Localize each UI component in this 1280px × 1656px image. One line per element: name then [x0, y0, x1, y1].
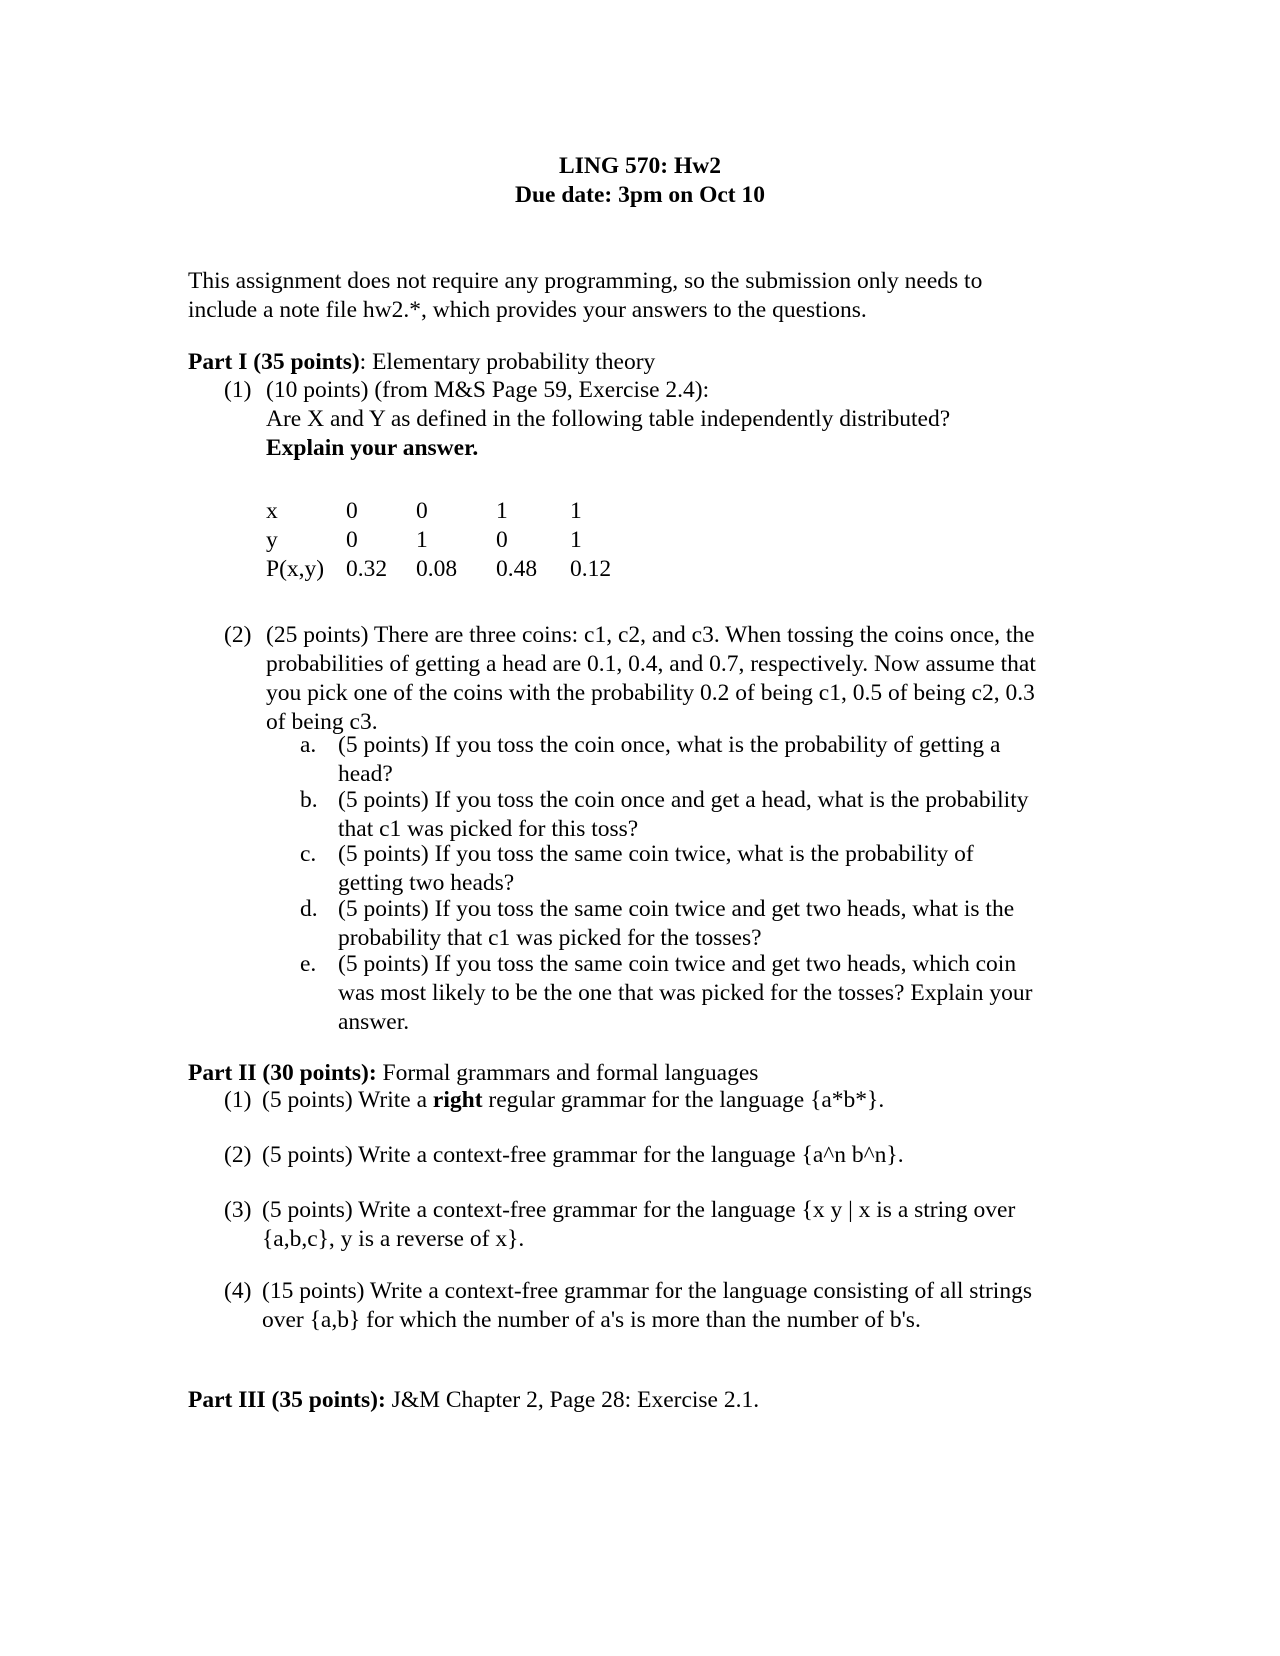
subquestion-label: c.	[300, 841, 317, 867]
intro-line: include a note file hw2.*, which provides your answers to the questions.	[188, 297, 867, 323]
probability-table	[266, 497, 650, 584]
part1-heading	[188, 348, 655, 377]
question-text: over {a,b} for which the number of a's is more than the number of b's.	[262, 1307, 921, 1333]
subquestion-text: (5 points) If you toss the same coin twice and get two heads, which coin	[338, 951, 1017, 977]
table-cell: 0	[346, 498, 358, 524]
question-text: regular grammar for the language {a*b*}.	[482, 1087, 885, 1113]
question-text: you pick one of the coins with the probability 0.2 of being c1, 0.5 of being c2, 0.3	[266, 680, 1035, 706]
subquestion-text: that c1 was picked for this toss?	[338, 816, 639, 842]
table-cell: 1	[496, 498, 508, 524]
question-text: (5 points) Write a context-free grammar for the language {x y | x is a string over	[262, 1197, 1016, 1223]
question-emphasis: right	[432, 1087, 483, 1113]
question-text: (15 points) Write a context-free grammar for the language consisting of all strings	[262, 1278, 1032, 1304]
table-cell: y	[266, 527, 278, 553]
question-text: (10 points) (from M&S Page 59, Exercise 2.4):	[266, 377, 710, 403]
table-cell: P(x,y)	[266, 556, 325, 582]
title-due-date: Due date: 3pm on Oct 10	[515, 182, 765, 208]
question-number: (4)	[224, 1278, 252, 1304]
table-cell: 0	[416, 498, 428, 524]
question-text: {a,b,c}, y is a reverse of x}.	[262, 1226, 525, 1252]
part1-colon: :	[359, 349, 367, 375]
page-title	[0, 152, 1280, 210]
table-cell: 0.48	[496, 556, 538, 582]
table-cell: 0.08	[416, 556, 458, 582]
table-cell: 1	[570, 527, 582, 553]
subquestion-text: getting two heads?	[338, 870, 515, 896]
part2-label: Part II (30 points):	[188, 1060, 377, 1086]
question-text: (25 points) There are three coins: c1, c2, and c3. When tossing the coins once, the	[266, 622, 1035, 648]
question-text: (5 points) Write a	[262, 1087, 433, 1113]
part2-topic: Formal grammars and formal languages	[376, 1060, 759, 1086]
title-course: LING 570: Hw2	[559, 153, 721, 179]
table-row	[266, 497, 650, 526]
part3-topic: J&M Chapter 2, Page 28: Exercise 2.1.	[385, 1387, 760, 1413]
table-cell: 0.32	[346, 556, 388, 582]
subquestion-label: e.	[300, 951, 317, 977]
subquestion-text: was most likely to be the one that was picked for the tosses? Explain your	[338, 980, 1033, 1006]
subquestion-label: d.	[300, 896, 318, 922]
question-number: (3)	[224, 1197, 252, 1223]
subquestion-text: (5 points) If you toss the same coin twice and get two heads, what is the	[338, 896, 1015, 922]
subquestion-text: head?	[338, 761, 393, 787]
subquestion-text: probability that c1 was picked for the tosses?	[338, 925, 762, 951]
subquestion-text: (5 points) If you toss the coin once and get a head, what is the probability	[338, 787, 1029, 813]
table-cell: 0	[496, 527, 508, 553]
table-cell: x	[266, 498, 278, 524]
table-row	[266, 555, 650, 584]
question-text: Are X and Y as defined in the following table independently distributed?	[266, 406, 951, 432]
table-row	[266, 526, 650, 555]
question-text: (5 points) Write a context-free grammar for the language {a^n b^n}.	[262, 1142, 904, 1168]
part3-heading	[188, 1386, 759, 1415]
part2-heading	[188, 1059, 758, 1088]
table-cell: 1	[416, 527, 428, 553]
table-cell: 0.12	[570, 556, 612, 582]
subquestion-text: (5 points) If you toss the coin once, what is the probability of getting a	[338, 732, 1001, 758]
part1-topic: Elementary probability theory	[366, 349, 656, 375]
table-cell: 1	[570, 498, 582, 524]
question-number: (1)	[224, 377, 252, 403]
question-emphasis: Explain your answer.	[266, 435, 479, 461]
table-cell: 0	[346, 527, 358, 553]
part1-label: Part I (35 points)	[188, 349, 360, 375]
question-number: (1)	[224, 1087, 252, 1113]
question-number: (2)	[224, 1142, 252, 1168]
subquestion-text: answer.	[338, 1009, 410, 1035]
intro-line: This assignment does not require any programming, so the submission only needs to	[188, 268, 983, 294]
subquestion-text: (5 points) If you toss the same coin twice, what is the probability of	[338, 841, 974, 867]
subquestion-label: b.	[300, 787, 318, 813]
part3-label: Part III (35 points):	[188, 1387, 386, 1413]
question-text: of being c3.	[266, 709, 378, 735]
question-text: probabilities of getting a head are 0.1, 0.4, and 0.7, respectively. Now assume that	[266, 651, 1036, 677]
intro-paragraph	[188, 267, 1088, 325]
question-number: (2)	[224, 622, 252, 648]
subquestion-label: a.	[300, 732, 317, 758]
